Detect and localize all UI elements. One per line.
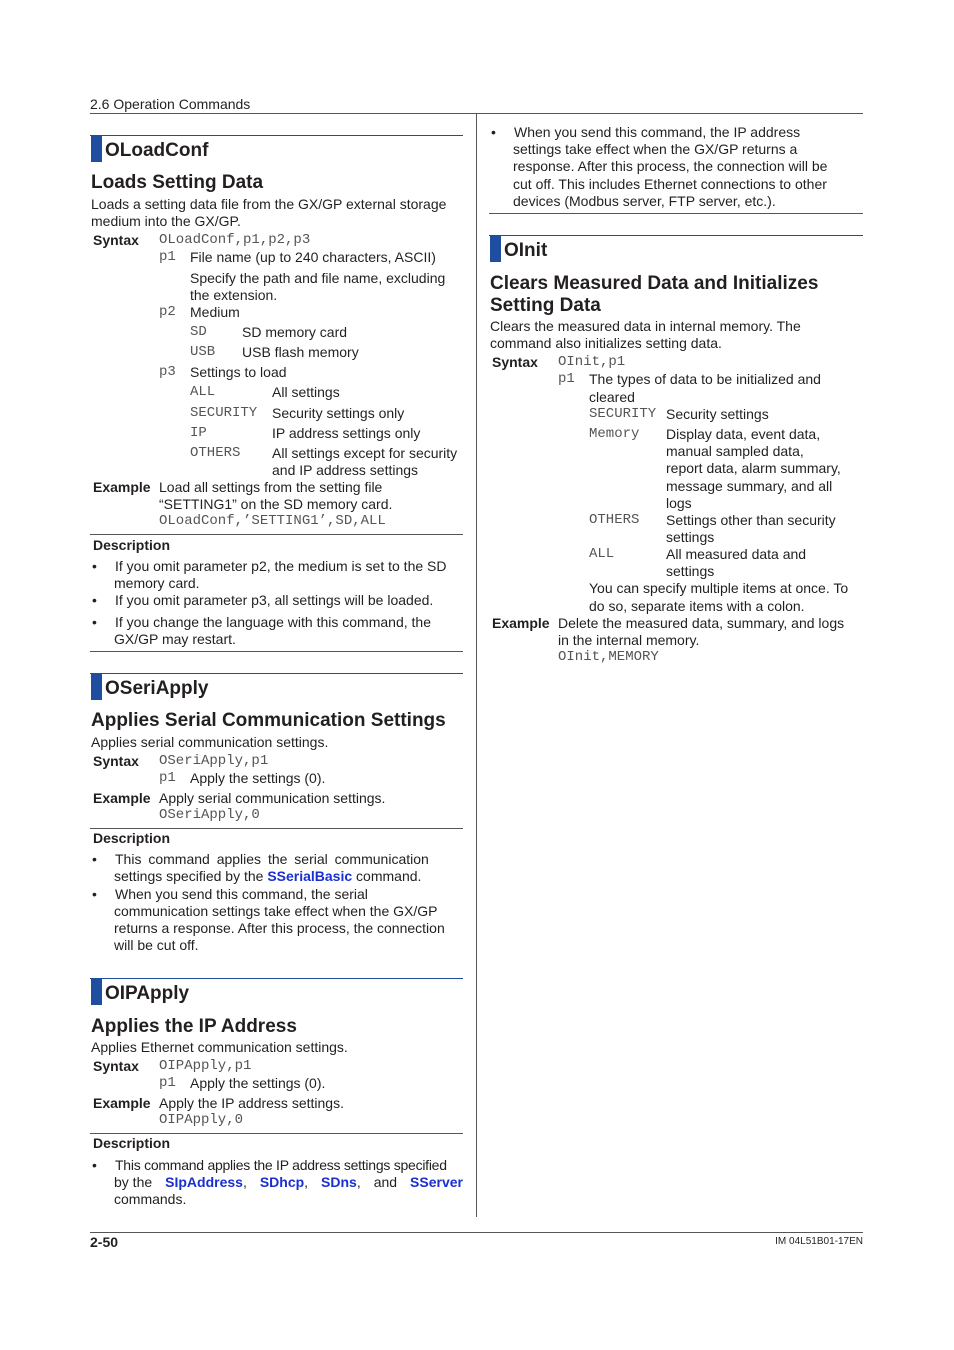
syntax-label: Syntax xyxy=(93,753,139,769)
syntax-code: OInit,p1 xyxy=(558,354,626,370)
oloadconf-title: Loads Setting Data xyxy=(91,172,264,193)
column-divider xyxy=(476,113,477,1217)
param-desc: Specify the path and file name, excluding xyxy=(190,270,446,286)
param-code: p2 xyxy=(159,304,176,320)
param-desc: The types of data to be initialized and xyxy=(589,371,821,387)
oseriapply-desc: Applies serial communication settings. xyxy=(91,734,329,750)
param-desc: Apply the settings (0). xyxy=(190,770,326,786)
heading-marker xyxy=(91,674,102,700)
example-label: Example xyxy=(93,790,151,806)
description-text: devices (Modbus server, FTP server, etc.). xyxy=(513,193,776,209)
description-rule xyxy=(90,534,463,535)
description-text: by the SIpAddress, SDhcp, SDns, and SServer xyxy=(114,1174,463,1190)
syntax-code: OLoadConf,p1,p2,p3 xyxy=(159,232,311,248)
document-id: IM 04L51B01-17EN xyxy=(775,1236,863,1247)
param-note: You can specify multiple items at once. To xyxy=(589,580,849,596)
option-desc: report data, alarm summary, xyxy=(666,460,841,476)
description-rule xyxy=(90,1133,463,1134)
description-text: response. After this process, the connection will be xyxy=(513,158,828,174)
param-desc: cleared xyxy=(589,389,635,405)
oseriapply-heading xyxy=(91,674,463,700)
option-desc: settings xyxy=(666,563,715,579)
option-desc: SD memory card xyxy=(242,324,348,340)
param-code: p1 xyxy=(159,1075,176,1091)
command-name: OIPApply xyxy=(105,983,190,1004)
option-desc: All settings xyxy=(272,384,340,400)
oloadconf-desc-line2: medium into the GX/GP. xyxy=(91,213,241,229)
description-label: Description xyxy=(93,1135,171,1151)
section-end-rule xyxy=(489,213,863,214)
description-text: returns a response. After this process, the connection xyxy=(114,920,445,936)
option-code: Memory xyxy=(589,426,640,442)
oseriapply-title: Applies Serial Communication Settings xyxy=(91,710,446,731)
param-code: p1 xyxy=(159,770,176,786)
description-text: settings specified by the SSerialBasic command. xyxy=(114,868,422,884)
param-desc: Apply the settings (0). xyxy=(190,1075,326,1091)
example-text: “SETTING1” on the SD memory card. xyxy=(159,496,393,512)
param-code: p3 xyxy=(159,364,176,380)
sdhcp-link[interactable]: SDhcp xyxy=(259,1174,305,1190)
option-code: SD xyxy=(190,324,207,340)
description-text: commands. xyxy=(114,1191,187,1207)
option-desc: manual sampled data, xyxy=(666,443,804,459)
option-code: ALL xyxy=(589,546,615,562)
param-desc: File name (up to 240 characters, ASCII) xyxy=(190,249,436,265)
option-code: USB xyxy=(190,344,216,360)
example-code: OSeriApply,0 xyxy=(159,807,260,823)
option-desc: Security settings xyxy=(666,406,769,422)
param-note: do so, separate items with a colon. xyxy=(589,598,805,614)
example-text: Load all settings from the setting file xyxy=(159,479,383,495)
command-name: OLoadConf xyxy=(105,140,209,161)
oipapply-heading xyxy=(91,979,463,1005)
description-text: cut off. This includes Ethernet connections to other xyxy=(513,176,827,192)
syntax-label: Syntax xyxy=(492,354,538,370)
description-rule xyxy=(90,828,463,829)
param-desc: the extension. xyxy=(190,287,278,303)
heading-marker xyxy=(490,236,501,262)
option-desc: IP address settings only xyxy=(272,425,421,441)
example-code: OIPApply,0 xyxy=(159,1112,244,1128)
oinit-heading xyxy=(490,236,863,262)
option-desc: logs xyxy=(666,495,692,511)
option-desc: All settings except for security xyxy=(272,445,458,461)
sserver-link[interactable]: SServer xyxy=(410,1174,463,1190)
param-desc: Medium xyxy=(190,304,240,320)
option-code: SECURITY xyxy=(589,406,657,422)
option-code: OTHERS xyxy=(589,512,640,528)
description-text: settings take effect when the GX/GP returns a xyxy=(513,141,798,157)
option-code: IP xyxy=(190,425,207,441)
syntax-label: Syntax xyxy=(93,232,139,248)
example-label: Example xyxy=(93,1095,151,1111)
syntax-label: Syntax xyxy=(93,1058,139,1074)
sserialbasic-link[interactable]: SSerialBasic xyxy=(267,868,353,884)
option-desc: settings xyxy=(666,529,715,545)
example-label: Example xyxy=(93,479,151,495)
oinit-desc: command also initializes setting data. xyxy=(490,335,722,351)
example-text: Apply serial communication settings. xyxy=(159,790,386,806)
option-desc: Security settings only xyxy=(272,405,405,421)
option-desc: Display data, event data, xyxy=(666,426,821,442)
option-desc: Settings other than security xyxy=(666,512,836,528)
section-header: 2.6 Operation Commands xyxy=(90,96,251,112)
example-text: in the internal memory. xyxy=(558,632,700,648)
description-text: communication settings take effect when the GX/GP xyxy=(114,903,438,919)
command-name: OSeriApply xyxy=(105,678,209,699)
oinit-title-line2: Setting Data xyxy=(490,295,601,316)
oipapply-title: Applies the IP Address xyxy=(91,1016,297,1037)
oinit-desc: Clears the measured data in internal memory. The xyxy=(490,318,801,334)
description-text: memory card. xyxy=(114,575,200,591)
oloadconf-heading xyxy=(91,136,463,162)
description-text: GX/GP may restart. xyxy=(114,631,236,647)
syntax-code: OIPApply,p1 xyxy=(159,1058,252,1074)
option-desc: All measured data and xyxy=(666,546,807,562)
example-code: OLoadConf,’SETTING1’,SD,ALL xyxy=(159,513,386,529)
option-code: OTHERS xyxy=(190,445,241,461)
sipaddress-link[interactable]: SIpAddress xyxy=(165,1174,243,1190)
description-text: will be cut off. xyxy=(114,937,199,953)
param-code: p1 xyxy=(159,249,176,265)
section-end-rule xyxy=(90,651,463,652)
heading-marker xyxy=(91,136,102,162)
syntax-code: OSeriApply,p1 xyxy=(159,753,269,769)
param-desc: Settings to load xyxy=(190,364,287,380)
option-desc: USB flash memory xyxy=(242,344,359,360)
description-label: Description xyxy=(93,537,171,553)
sdns-link[interactable]: SDns xyxy=(321,1174,357,1190)
page-number: 2-50 xyxy=(90,1234,119,1250)
oipapply-desc: Applies Ethernet communication settings. xyxy=(91,1039,348,1055)
option-desc: and IP address settings xyxy=(272,462,419,478)
example-text: Delete the measured data, summary, and logs xyxy=(558,615,845,631)
example-text: Apply the IP address settings. xyxy=(159,1095,344,1111)
command-name: OInit xyxy=(504,240,548,261)
oloadconf-desc-line1: Loads a setting data file from the GX/GP external storage xyxy=(91,196,447,212)
option-desc: message summary, and all xyxy=(666,478,833,494)
option-code: ALL xyxy=(190,384,216,400)
option-code: SECURITY xyxy=(190,405,258,421)
oinit-title-line1: Clears Measured Data and Initializes xyxy=(490,273,819,294)
param-code: p1 xyxy=(558,371,575,387)
example-label: Example xyxy=(492,615,550,631)
footer-rule xyxy=(90,1232,863,1233)
description-label: Description xyxy=(93,830,171,846)
heading-marker xyxy=(91,979,102,1005)
example-code: OInit,MEMORY xyxy=(558,649,659,665)
